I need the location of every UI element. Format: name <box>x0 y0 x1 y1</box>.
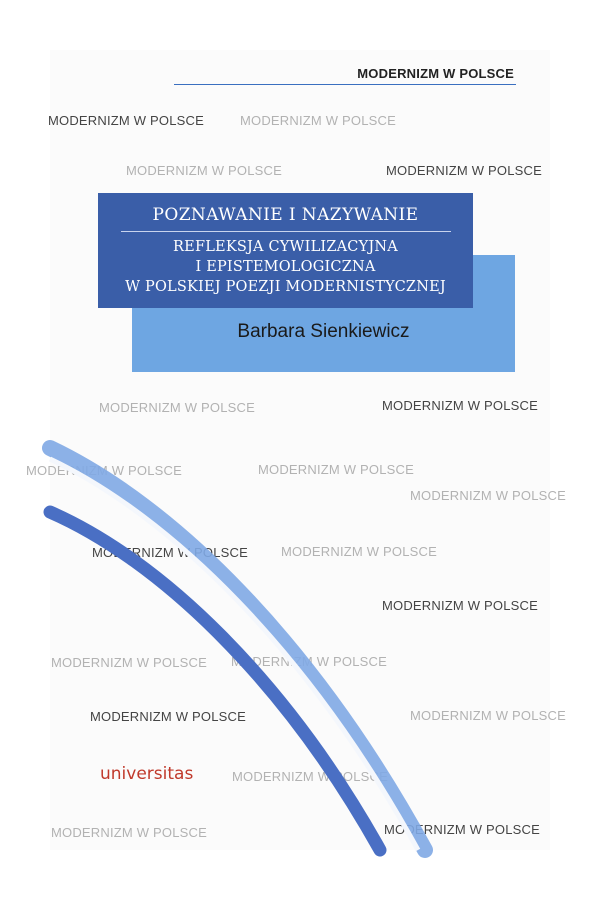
watermark-text: MODERNIZM W POLSCE <box>51 655 207 670</box>
watermark-text: MODERNIZM W POLSCE <box>231 654 387 669</box>
subtitle-line: W POLSKIEJ POEZJI MODERNISTYCZNEJ <box>125 279 446 295</box>
watermark-text: MODERNIZM W POLSCE <box>410 708 566 723</box>
watermark-text: MODERNIZM W POLSCE <box>90 709 246 724</box>
watermark-text: MODERNIZM W POLSCE <box>232 769 388 784</box>
swoosh-graphic <box>50 50 550 850</box>
author-name: Barbara Sienkiewicz <box>237 321 410 342</box>
watermark-text: MODERNIZM W POLSCE <box>99 400 255 415</box>
watermark-text: MODERNIZM W POLSCE <box>382 598 538 613</box>
watermark-text: MODERNIZM W POLSCE <box>48 113 204 128</box>
subtitle-line: I EPISTEMOLOGICZNA <box>195 259 376 275</box>
watermark-text: MODERNIZM W POLSCE <box>258 462 414 477</box>
publisher-logo: universitas <box>100 764 194 784</box>
watermark-text: MODERNIZM W POLSCE <box>281 544 437 559</box>
subtitle-line: REFLEKSJA CYWILIZACYJNA <box>173 239 398 255</box>
watermark-text: MODERNIZM W POLSCE <box>126 163 282 178</box>
book-title: POZNAWANIE I NAZYWANIE <box>152 205 419 225</box>
watermark-text: MODERNIZM W POLSCE <box>92 545 248 560</box>
watermark-text: MODERNIZM W POLSCE <box>26 463 182 478</box>
watermark-text: MODERNIZM W POLSCE <box>410 488 566 503</box>
watermark-text: MODERNIZM W POLSCE <box>382 398 538 413</box>
watermark-text: MODERNIZM W POLSCE <box>51 825 207 840</box>
watermark-text: MODERNIZM W POLSCE <box>386 163 542 178</box>
book-cover <box>26 50 566 850</box>
series-label: MODERNIZM W POLSCE <box>357 66 514 81</box>
watermark-text: MODERNIZM W POLSCE <box>384 822 540 837</box>
watermark-text: MODERNIZM W POLSCE <box>240 113 396 128</box>
